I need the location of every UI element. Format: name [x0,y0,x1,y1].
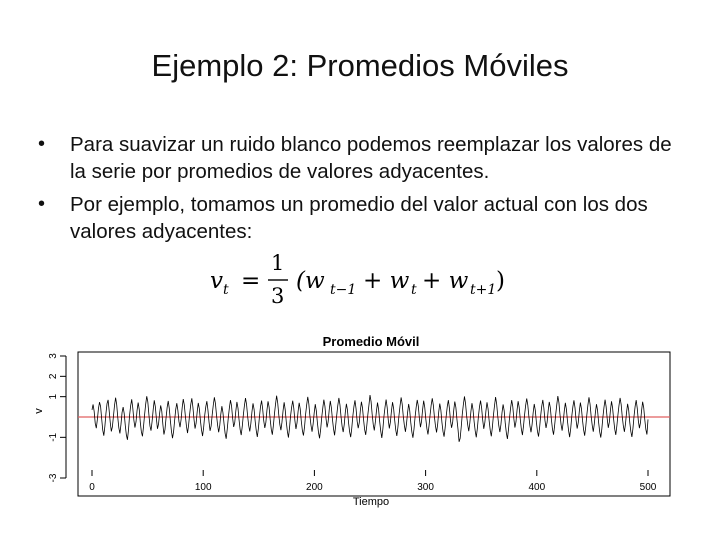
bullet-item [38,191,688,245]
slide-title: Ejemplo 2: Promedios Móviles [151,48,569,83]
y-tick-label: -1 [48,432,59,442]
formula-sub: t [411,282,417,298]
bullet-list [38,131,688,251]
y-tick-label: 3 [48,353,59,359]
bullet-dot-icon: • [38,193,46,215]
moving-average-chart [0,326,720,536]
formula-svg [210,250,510,308]
plot-frame [78,352,670,496]
formula-lhs: v [210,268,223,294]
y-axis [48,353,66,483]
bullet-text: Por ejemplo, tomamos un promedio del valor actual con los dos valores adyacentes: [70,193,648,243]
y-axis-label: v [33,408,45,414]
x-tick-label: 100 [194,482,212,493]
bullet-item [38,131,688,185]
formula-sub: t+1 [470,282,497,298]
x-tick-label: 0 [89,482,95,493]
bullet-text: Para suavizar un ruido blanco podemos reemplazar los valores de la serie por promedios de valores adyacentes. [70,133,672,183]
x-tick-label: 300 [417,482,434,493]
y-tick-label: 1 [48,393,59,400]
y-tick-label: 2 [48,373,59,380]
formula-lhs-sub: t [223,282,229,298]
formula-term: + w [422,268,469,294]
formula-sub: t−1 [330,282,357,298]
x-tick-label: 200 [306,482,323,493]
x-tick-label: 500 [639,482,657,493]
moving-average-formula [210,250,510,308]
formula-term: ) [496,268,505,294]
formula-term: + w [363,268,410,294]
chart-title: Promedio Móvil [322,334,420,349]
y-tick-label: -3 [48,473,59,483]
bullet-dot-icon: • [38,133,46,155]
formula-term: (w [296,268,325,294]
formula-denominator: 3 [271,284,285,308]
x-axis-label: Tiempo [352,496,390,508]
series-line [92,395,648,442]
series-layer [78,395,670,442]
formula-equals: = [241,268,261,294]
x-tick-label: 400 [528,482,546,493]
formula-numerator: 1 [271,251,285,275]
